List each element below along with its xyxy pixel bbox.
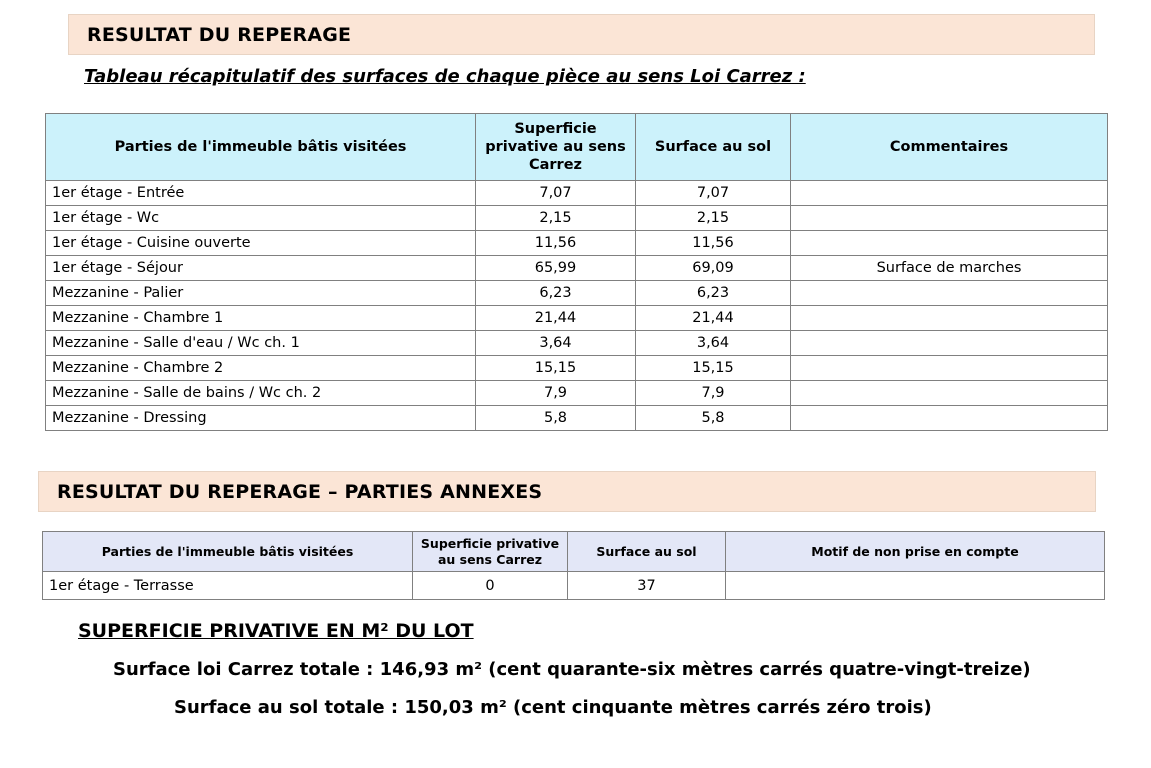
- cell-commentaire: [791, 356, 1108, 381]
- annex-column-header-superficie-carrez: Superficie privative au sens Carrez: [413, 532, 568, 572]
- table-subtitle: Tableau récapitulatif des surfaces de chaque pièce au sens Loi Carrez :: [84, 66, 806, 87]
- total-surface-au-sol: Surface au sol totale : 150,03 m² (cent cinquante mètres carrés zéro trois): [174, 697, 932, 718]
- cell-sol: 2,15: [636, 206, 791, 231]
- annex-column-header-surface-au-sol: Surface au sol: [568, 532, 726, 572]
- cell-partie: Mezzanine - Dressing: [46, 406, 476, 431]
- cell-sol: 7,9: [636, 381, 791, 406]
- totals-heading: SUPERFICIE PRIVATIVE EN M² DU LOT: [78, 620, 474, 642]
- table-row: [46, 306, 1108, 331]
- cell-carrez: 0: [413, 572, 568, 600]
- cell-sol: 7,07: [636, 181, 791, 206]
- section-banner-resultat-du-reperage: [68, 14, 1095, 55]
- section-title: RESULTAT DU REPERAGE: [87, 23, 352, 46]
- cell-sol: 37: [568, 572, 726, 600]
- cell-carrez: 7,9: [476, 381, 636, 406]
- table-row: [43, 572, 1105, 600]
- table-row: [46, 356, 1108, 381]
- cell-commentaire: [791, 181, 1108, 206]
- cell-carrez: 5,8: [476, 406, 636, 431]
- section-title-annexes: RESULTAT DU REPERAGE – PARTIES ANNEXES: [57, 480, 543, 503]
- cell-sol: 6,23: [636, 281, 791, 306]
- cell-sol: 21,44: [636, 306, 791, 331]
- cell-commentaire: [791, 406, 1108, 431]
- annexes-table: [42, 531, 1105, 600]
- column-header-superficie-carrez: Superficie privative au sens Carrez: [476, 114, 636, 181]
- cell-commentaire: [791, 331, 1108, 356]
- cell-sol: 15,15: [636, 356, 791, 381]
- section-banner-parties-annexes: [38, 471, 1096, 512]
- cell-sol: 69,09: [636, 256, 791, 281]
- cell-commentaire: [791, 306, 1108, 331]
- cell-commentaire: [791, 381, 1108, 406]
- cell-commentaire: Surface de marches: [791, 256, 1108, 281]
- cell-carrez: 65,99: [476, 256, 636, 281]
- table-row: [46, 281, 1108, 306]
- cell-commentaire: [791, 281, 1108, 306]
- cell-partie: Mezzanine - Chambre 2: [46, 356, 476, 381]
- table-row: [46, 331, 1108, 356]
- table-row: [46, 206, 1108, 231]
- annex-column-header-parties: Parties de l'immeuble bâtis visitées: [43, 532, 413, 572]
- cell-carrez: 7,07: [476, 181, 636, 206]
- table-row: [46, 181, 1108, 206]
- cell-partie: Mezzanine - Salle de bains / Wc ch. 2: [46, 381, 476, 406]
- cell-partie: Mezzanine - Salle d'eau / Wc ch. 1: [46, 331, 476, 356]
- annex-header-row: [43, 532, 1105, 572]
- cell-sol: 5,8: [636, 406, 791, 431]
- cell-motif: [726, 572, 1105, 600]
- column-header-surface-au-sol: Surface au sol: [636, 114, 791, 181]
- cell-commentaire: [791, 231, 1108, 256]
- cell-carrez: 15,15: [476, 356, 636, 381]
- annex-column-header-motif: Motif de non prise en compte: [726, 532, 1105, 572]
- cell-partie: 1er étage - Cuisine ouverte: [46, 231, 476, 256]
- cell-carrez: 11,56: [476, 231, 636, 256]
- cell-partie: 1er étage - Wc: [46, 206, 476, 231]
- cell-sol: 11,56: [636, 231, 791, 256]
- cell-carrez: 21,44: [476, 306, 636, 331]
- cell-partie: Mezzanine - Chambre 1: [46, 306, 476, 331]
- cell-partie: 1er étage - Séjour: [46, 256, 476, 281]
- surfaces-table: [45, 113, 1108, 431]
- table-header-row: [46, 114, 1108, 181]
- table-row: [46, 231, 1108, 256]
- cell-partie: 1er étage - Terrasse: [43, 572, 413, 600]
- cell-partie: Mezzanine - Palier: [46, 281, 476, 306]
- cell-sol: 3,64: [636, 331, 791, 356]
- table-row: [46, 256, 1108, 281]
- total-surface-carrez: Surface loi Carrez totale : 146,93 m² (cent quarante-six mètres carrés quatre-vingt-treize): [113, 659, 1031, 680]
- cell-carrez: 6,23: [476, 281, 636, 306]
- cell-commentaire: [791, 206, 1108, 231]
- cell-carrez: 3,64: [476, 331, 636, 356]
- cell-carrez: 2,15: [476, 206, 636, 231]
- table-row: [46, 406, 1108, 431]
- column-header-commentaires: Commentaires: [791, 114, 1108, 181]
- table-row: [46, 381, 1108, 406]
- column-header-parties: Parties de l'immeuble bâtis visitées: [46, 114, 476, 181]
- cell-partie: 1er étage - Entrée: [46, 181, 476, 206]
